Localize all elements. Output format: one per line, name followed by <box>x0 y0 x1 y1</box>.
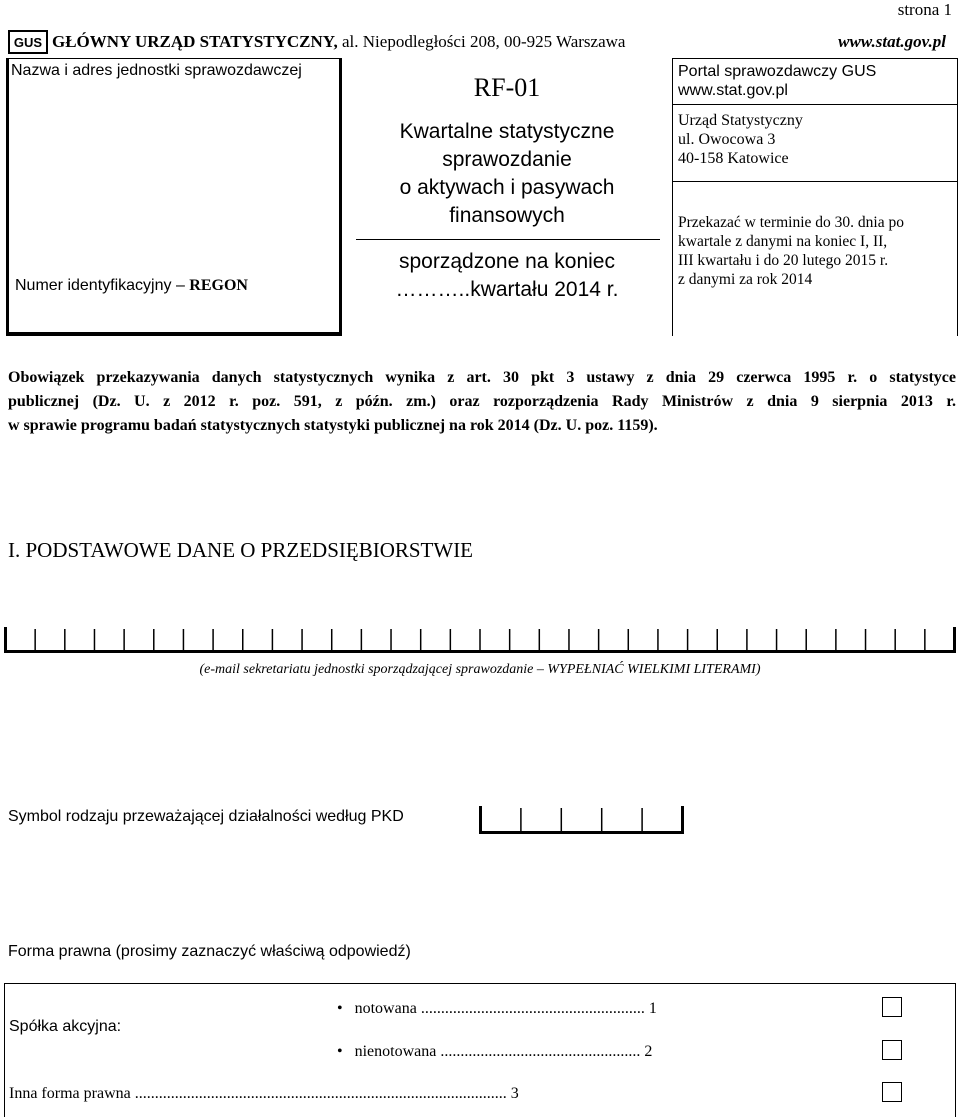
header-website[interactable]: www.stat.gov.pl <box>838 32 946 51</box>
regon-bold: REGON <box>189 277 248 294</box>
deadline-info <box>678 213 904 289</box>
pkd-label: Symbol rodzaju przeważającej działalności według PKD <box>8 808 404 825</box>
bullet-icon: • <box>337 1000 355 1017</box>
option-quoted-code: 1 <box>644 1000 657 1017</box>
deadline-line-2: kwartale z danymi na koniec I, II, <box>678 233 888 250</box>
office-info <box>678 111 803 168</box>
joint-stock-label: Spółka akcyjna: <box>9 1018 122 1035</box>
bullet-icon: • <box>337 1043 355 1060</box>
legal-notice <box>8 366 956 438</box>
portal-line-1: Portal sprawozdawczy GUS <box>678 63 877 80</box>
pkd-input[interactable] <box>479 806 684 834</box>
option-quoted-label: notowana <box>354 1000 417 1017</box>
office-name: GŁÓWNY URZĄD STATYSTYCZNY, <box>52 32 338 51</box>
email-input[interactable] <box>4 627 956 653</box>
deadline-line-1: Przekazać w terminie do 30. dnia po <box>678 214 904 231</box>
form-title-box <box>342 58 672 336</box>
deadline-line-3: III kwartału i do 20 lutego 2015 r. <box>678 252 889 269</box>
page-number: strona 1 <box>897 0 952 19</box>
checkbox-quoted[interactable] <box>882 997 902 1017</box>
regon-label <box>15 277 248 295</box>
form-title-line-4: finansowych <box>449 204 565 227</box>
checkbox-other[interactable] <box>882 1082 902 1102</box>
option-quoted-dots: ........................................................ <box>416 1000 645 1017</box>
option-unquoted-dots: .................................................. <box>436 1043 641 1060</box>
checkbox-unquoted[interactable] <box>882 1040 902 1060</box>
prepared-line-1: sporządzone na koniec <box>399 250 615 273</box>
option-quoted <box>337 1000 657 1018</box>
legal-notice-line-3: w sprawie programu badań statystycznych statystyki publicznej na rok 2014 (Dz. U. poz. 1159). <box>8 417 658 434</box>
option-unquoted-label: nienotowana <box>354 1043 437 1060</box>
office-line-1: Urząd Statystyczny <box>678 112 803 129</box>
gus-logo <box>8 30 48 54</box>
gus-logo-text: GUS <box>13 34 43 50</box>
office-address: al. Niepodległości 208, 00-925 Warszawa <box>337 32 626 51</box>
form-title-line-1: Kwartalne statystyczne <box>399 120 615 143</box>
office-line-3: 40-158 Katowice <box>678 150 789 167</box>
option-unquoted-code: 2 <box>640 1043 653 1060</box>
section-1-title: I. PODSTAWOWE DANE O PRZEDSIĘBIORSTWIE <box>8 538 474 562</box>
legal-form-question: Forma prawna (prosimy zaznaczyć właściwą odpowiedź) <box>8 943 411 960</box>
pkd-char-cells <box>479 806 684 834</box>
prepared-period <box>342 248 672 304</box>
email-caption: (e-mail sekretariatu jednostki sporządzającej sprawozdanie – WYPEŁNIAĆ WIELKIMI LITERAMI) <box>199 662 761 677</box>
form-title <box>342 118 672 230</box>
option-other-dots: ............................................................................................. <box>130 1085 507 1102</box>
reporting-unit-box <box>6 58 342 336</box>
option-other-code: 3 <box>506 1085 519 1102</box>
title-divider <box>356 239 660 240</box>
option-unquoted <box>337 1043 652 1061</box>
legal-form-box <box>4 983 956 1117</box>
portal-divider <box>673 104 957 105</box>
unit-name-label: Nazwa i adres jednostki sprawozdawczej <box>11 62 302 79</box>
regon-label-text: Numer identyfikacyjny – <box>15 277 190 294</box>
portal-info <box>678 62 876 100</box>
portal-line-2[interactable]: www.stat.gov.pl <box>678 82 788 99</box>
option-other <box>9 1085 519 1103</box>
form-code: RF-01 <box>473 73 541 102</box>
submission-box <box>672 58 958 336</box>
legal-notice-line-2: publicznej (Dz. U. z 2012 r. poz. 591, z późn. zm.) oraz rozporządzenia Rady Ministrów z dnia 9 sierpnia 2013 r. <box>8 393 956 410</box>
office-divider <box>673 181 957 182</box>
form-title-line-3: o aktywach i pasywach <box>399 176 615 199</box>
form-title-line-2: sprawozdanie <box>442 148 572 171</box>
deadline-line-4: z danymi za rok 2014 <box>678 271 813 288</box>
legal-notice-line-1: Obowiązek przekazywania danych statystycznych wynika z art. 30 pkt 3 ustawy z dnia 29 czerwca 1995 r. o statystyce <box>8 369 956 386</box>
office-line-2: ul. Owocowa 3 <box>678 131 776 148</box>
header-office <box>52 32 625 52</box>
prepared-line-2: ………..kwartału 2014 r. <box>395 278 619 301</box>
option-other-label: Inna forma prawna <box>9 1085 131 1102</box>
email-char-cells <box>4 627 956 653</box>
